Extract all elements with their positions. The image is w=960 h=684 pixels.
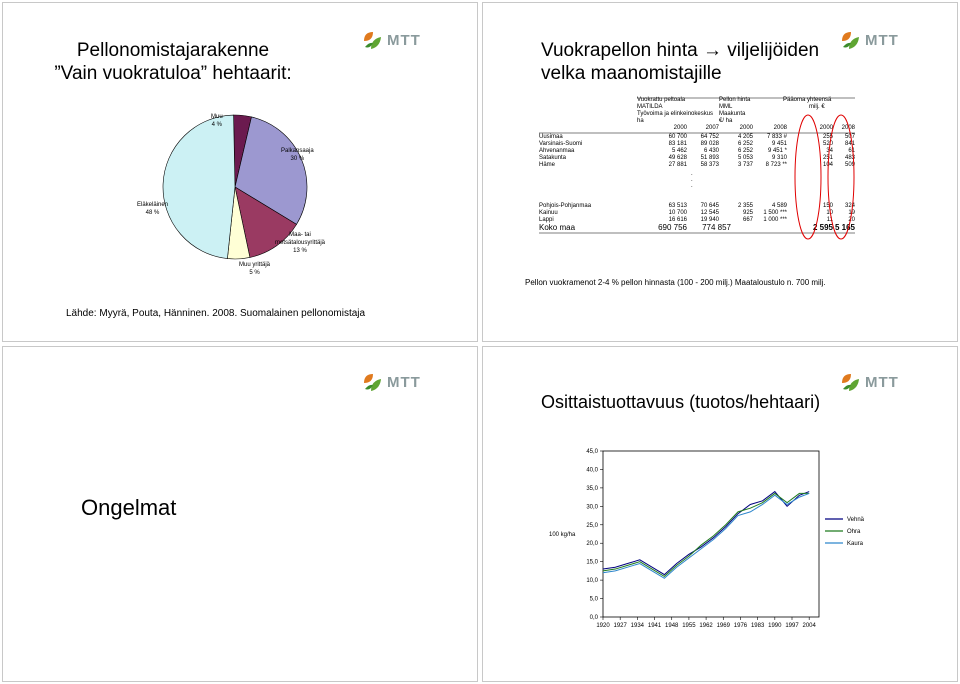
table-cell: 925: [742, 210, 753, 216]
logo-text: MTT: [387, 31, 421, 49]
ellipsis-2: .: [691, 177, 693, 183]
table-cell: 60 700: [668, 134, 687, 140]
y-tick-label: 0,0: [589, 615, 598, 621]
pie-label-muu: Muu 4 %: [211, 114, 223, 128]
y-tick-label: 20,0: [586, 541, 598, 548]
table-overlay: [539, 97, 855, 247]
x-tick-label: 1927: [613, 623, 627, 629]
pie-slice-4: [163, 115, 235, 259]
x-tick-label: 1997: [785, 623, 799, 629]
table-cell: 7 833 #: [766, 134, 787, 140]
table-cell: 8 723 **: [765, 162, 787, 168]
ellipsis-3: .: [691, 183, 693, 189]
slide-ownership-structure: [2, 2, 478, 342]
title-line-1: Pellonomistajarakenne: [76, 40, 270, 61]
table-cell: 251: [822, 155, 833, 161]
region-name: Satakunta: [539, 155, 567, 161]
logo-text: MTT: [865, 373, 899, 391]
table-cell: 49 628: [668, 155, 687, 161]
x-tick-label: 1976: [733, 623, 748, 629]
region-name: Lappi: [539, 217, 554, 223]
logo-text: MTT: [865, 31, 899, 49]
mtt-logo: [839, 29, 899, 51]
highlight-2000-capital: [795, 115, 821, 239]
table-cell: 16 616: [668, 217, 687, 223]
table-cell: 6 252: [737, 141, 753, 147]
table-cell: 4 589: [771, 203, 787, 209]
y-tick-label: 10,0: [586, 578, 598, 585]
table-cell: 324: [844, 203, 855, 209]
region-name: Uusimaa: [539, 134, 563, 140]
table-cell: 150: [822, 203, 833, 209]
pie-label-maatalous: Maa- tai metsätalousyrittäjä 13 %: [274, 232, 326, 254]
table-cell: 89 028: [700, 141, 719, 147]
slide-problems: [2, 346, 478, 682]
table-cell: 20: [848, 217, 855, 223]
table-cell: 841: [844, 141, 855, 147]
table-cell: 34: [826, 148, 833, 154]
table-cell: 255: [822, 134, 833, 140]
slide-title: [541, 39, 841, 85]
leaf-logo-icon: [361, 371, 383, 393]
table-cell: 51 893: [700, 155, 719, 161]
y-axis-label: 100 kg/ha: [549, 532, 576, 538]
table-cell: 19 940: [700, 217, 719, 223]
table-cell: 3 737: [737, 162, 753, 168]
x-tick-label: 1948: [665, 623, 679, 629]
region-name: Pohjois-Pohjanmaa: [539, 203, 592, 209]
logo-text: MTT: [387, 373, 421, 391]
table-cell: 520: [822, 141, 833, 147]
y-tick-label: 45,0: [586, 449, 598, 455]
slide-title: Osittaistuottavuus (tuotos/hehtaari): [541, 392, 821, 412]
x-tick-label: 1983: [750, 623, 765, 629]
y-tick-label: 5,0: [589, 596, 598, 603]
x-tick-label: 1955: [682, 623, 696, 629]
ellipsis-1: .: [691, 171, 693, 177]
y-tick-label: 25,0: [586, 522, 598, 529]
table-cell: 12 545: [700, 210, 719, 216]
slide-rent-price: MTT Vuokrapellon hinta → viljelijöiden velka maanomistajille Vuokrattu peltoala Pellon hinta Pääoma yhteensä MATILDA MML milj. € Työvoima ja elinkeinokeskus Maakunta ha €/ ha 2000 2007 2000 2008 2000 2008 Uusimaa 60 700 64 752 4 205 7 833 # 255 507 Varsinais-Suomi 83 181 89 028 6 252 9 451 520 841 Ahvenanmaa 5 462 6 430 6 252 9 451 * 34 61 Satakunta 49 628 51 893 5 053 9 310 251 483 Häme 27 881 58 373 3 737 8 723 ** 104 509 . . . Pohjois-Pohjanmaa 63 513 70 645 2 355 4 589 150 324 Kainuu 10 700 12 545 925 1 500 *** 10 19 Lappi 16 616 19 940 667 1 000 *** 11 20 Koko maa 690 756 774 857 2 595 5 165 Pellon vuokramenot 2-4 % pellon hinnasta (100 - 200 milj.) Maataloustulo n. 700 milj.: [482, 2, 958, 342]
table-cell: 11: [826, 217, 833, 223]
table-cell: 507: [844, 134, 855, 140]
slide-heading: Ongelmat: [81, 495, 177, 520]
table-cell: 6 252: [737, 148, 753, 154]
plot-area: [603, 451, 819, 617]
table-cell: 5 053: [737, 155, 753, 161]
table-cell: 58 373: [700, 162, 719, 168]
table-cell: 4 205: [737, 134, 753, 140]
table-cell: 2 355: [737, 203, 753, 209]
x-tick-label: 1941: [647, 623, 662, 629]
region-name: Varsinais-Suomi: [539, 141, 583, 147]
mtt-logo: [361, 371, 421, 393]
table-cell: 667: [742, 217, 753, 223]
table-cell: 83 181: [668, 141, 687, 147]
table-cell: 9 451: [771, 141, 787, 147]
legend-label: Kaura: [847, 541, 864, 547]
table-cell: 9 310: [771, 155, 787, 161]
table-cell: 10: [826, 210, 833, 216]
table-cell: 19: [848, 210, 855, 216]
table-cell: 27 881: [668, 162, 687, 168]
table-cell: 1 000 ***: [763, 217, 787, 223]
table-cell: 509: [844, 162, 855, 168]
highlight-2008-capital: [828, 115, 854, 239]
x-tick-label: 1934: [630, 623, 645, 629]
pie-label-elakelainen: Eläkeläinen 48 %: [137, 202, 169, 216]
table-cell: 61: [848, 148, 855, 154]
x-tick-label: 1962: [699, 623, 713, 629]
table-cell: 63 513: [668, 203, 687, 209]
title-line-2: ”Vain vuokratuloa” hehtaarit:: [54, 63, 292, 84]
x-tick-label: 1990: [768, 623, 782, 629]
title-line-2: velka maanomistajille: [541, 63, 722, 84]
legend-label: Vehnä: [847, 517, 865, 523]
productivity-line-chart: [483, 347, 957, 681]
region-name: Ahvenanmaa: [539, 148, 575, 154]
leaf-logo-icon: [839, 29, 861, 51]
table-cell: 5 462: [671, 148, 687, 154]
header-years: 2000 2007 2000 2008 2000 2008: [673, 125, 855, 131]
region-name: Häme: [539, 162, 556, 168]
table-cell: 6 430: [703, 148, 719, 154]
title-line-1: Vuokrapellon hinta → viljelijöiden: [541, 40, 820, 61]
total-row: Koko maa 690 756 774 857 2 595 5 165: [539, 223, 855, 232]
pie-label-muu-yrittaja: Muu yrittäjä 5 %: [239, 262, 271, 276]
table-cell: 10 700: [668, 210, 687, 216]
y-tick-label: 30,0: [586, 504, 598, 511]
y-tick-label: 15,0: [586, 559, 598, 566]
table-cell: 483: [844, 155, 855, 161]
table-cell: 9 451 *: [767, 148, 787, 154]
y-tick-label: 40,0: [586, 467, 598, 474]
ownership-pie-chart: [3, 3, 477, 341]
slide-productivity: [482, 346, 958, 682]
rent-note: Pellon vuokramenot 2-4 % pellon hinnasta (100 - 200 milj.) Maataloustulo n. 700 milj.: [525, 278, 826, 287]
y-tick-label: 35,0: [586, 485, 598, 492]
pie-label-palkansaaja: Palkansaaja 30 %: [281, 148, 314, 162]
source-note: Lähde: Myyrä, Pouta, Hänninen. 2008. Suomalainen pellonomistaja: [66, 308, 366, 319]
table-cell: 104: [822, 162, 833, 168]
table-cell: 64 752: [700, 134, 719, 140]
region-name: Kainuu: [539, 210, 558, 216]
x-tick-label: 2004: [802, 623, 816, 629]
legend-label: Ohra: [847, 529, 861, 535]
x-tick-label: 1969: [716, 623, 730, 629]
x-tick-label: 1920: [596, 623, 610, 629]
table-cell: 70 645: [700, 203, 719, 209]
table-cell: 1 500 ***: [763, 210, 787, 216]
